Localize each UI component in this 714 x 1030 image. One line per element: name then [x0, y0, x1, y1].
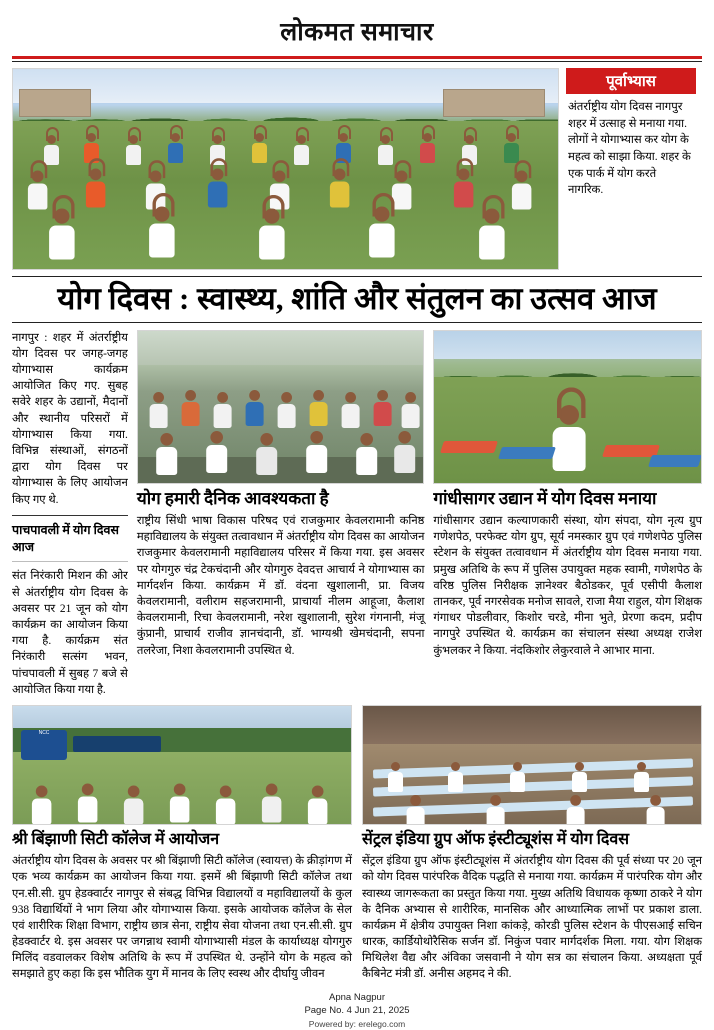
- photo-person: [85, 169, 106, 208]
- photo-person: [27, 171, 48, 210]
- section-tag: पूर्वाभ्यास: [566, 68, 696, 94]
- photo-person: [367, 207, 394, 258]
- photo-person: [47, 209, 74, 260]
- central-india-photo: [362, 705, 702, 825]
- masthead-title: लोकमत समाचार: [280, 19, 434, 46]
- bottom-left-heading: श्री बिंझाणी सिटी कॉलेज में आयोजन: [12, 830, 220, 848]
- footer-publication: Apna Nagpur: [329, 991, 385, 1003]
- masthead: [12, 10, 702, 54]
- gandhisagar-photo: [433, 330, 702, 484]
- footer-page-date: Page No. 4 Jun 21, 2025: [304, 1005, 410, 1017]
- photo-person: [43, 135, 59, 165]
- sub-article-heading: पाचपावली में योग दिवस आज: [12, 522, 119, 554]
- bottom-right-heading: सेंट्रल इंडिया ग्रुप ऑफ इंस्टीट्यूशंस में योग दिवस: [362, 830, 630, 848]
- bottom-column-left: [12, 705, 352, 983]
- group-photo: [137, 330, 425, 484]
- lead-paragraph: नागपुर : शहर में अंतर्राष्ट्रीय योग दिवस पर जगह-जगह योगाभ्यास कार्यक्रम आयोजित किए गए. सुबह सवेरे शहर के उद्यानों, मैदानों और स्थानीय परिसरों में योगाभ्यास किया गया. विभिन्न संस्थाओं, संगठनों द्वारा योग दिवस पर योगाभ्यास के लिए आयोजन किए गए थे.: [12, 331, 128, 506]
- page-footer: [12, 991, 702, 1030]
- photo-person: [503, 133, 519, 163]
- photo-person: [125, 135, 141, 165]
- headline-container: [12, 276, 702, 323]
- center-article-body: राष्ट्रीय सिंधी भाषा विकास परिषद एवं राजकुमार केवलरामानी कनिष्ठ महाविद्यालय के संयुक्त तत्वावधान में अंतर्राष्ट्रीय योग दिवस का आयोजन राजकुमार केवलरामानी महाविद्यालय परिसर में किया गया. इस अवसर पर योगगुरु चंद्र टेकचंदानी और योगगुरु देवदत्त आचार्य ने योगाभ्यास का मार्गदर्शन किया. कार्यक्रम में डॉ. वंदना खुशालानी, प्रा. विजय केवलरामानी, वलीराम सहजरामानी, प्राचार्या नीलम आहूजा, कैलाश केवलरामानी, रिचा केवलरामानी, नरेश खुशालानी, सुरेश गंगनानी, मंजू कुंप्रानी, प्राचार्य राजीव ज्ञानचंदानी, डॉ. भाग्यश्री खेमचंदानी, सपना तलरेजा, निशा केवलरामानी उपस्थित थे.: [136, 515, 425, 657]
- photo-person: [251, 133, 267, 163]
- photo-person: [257, 209, 284, 260]
- column-divider: [12, 515, 128, 516]
- right-article-heading: गांधीसागर उद्यान में योग दिवस मनाया: [433, 488, 657, 508]
- sub-article-body: संत निरंकारी मिशन की ओर से अंतर्राष्ट्रीय योग दिवस के अवसर पर 21 जून को योग कार्यक्रम का आयोजन किया गया है. कार्यक्रम संत निरंकारी सत्संग भवन, पांचपावली में सुबह 7 बजे से आयोजित किया गया है.: [12, 570, 128, 696]
- column-center: [137, 330, 425, 698]
- photo-person: [207, 169, 228, 208]
- photo-person: [419, 133, 435, 163]
- bottom-right-body: सेंट्रल इंडिया ग्रुप ऑफ इंस्टीट्यूशंस में अंतर्राष्ट्रीय योग दिवस की पूर्व संध्या पर 20 जून को योग दिवस पारंपरिक वैदिक पद्धति से मनाया गया. कार्यक्रम में पारंपरिक योग और स्वास्थ्य जागरूकता का प्रस्तुत किया गया. मुख्य अतिथि विधायक कृष्णा ठाकरे ने योग के दैनिक अभ्यास से शारीरिक, मानसिक और आध्यात्मिक लाभों पर प्रकाश डाला. कार्यक्रम में क्षेत्रीय उपायुक्त निशा कांकड़े, कोरडी पुलिस स्टेशन के पीएसआई सचिन धारक, कार्डियोथोरैसिक सर्जन डॉ. निकुंज पवार मार्गदर्शक मिला. गया. योग शिक्षक मिथिलेश वैद्य और अंविका जसवानी ने योग सत्र का संचालन किया. अध्यक्षता पूर्व कैबिनेट मंत्री डॉ. अनीस अहमद ने की.: [362, 855, 702, 981]
- photo-person: [511, 171, 532, 210]
- bottom-columns: [12, 705, 702, 983]
- photo-treeline: [13, 87, 558, 121]
- binzani-college-photo: NCC: [12, 705, 352, 825]
- photo-person: [329, 169, 350, 208]
- column-divider: [12, 561, 128, 562]
- bottom-column-right: [362, 705, 702, 983]
- photo-person: [477, 209, 504, 260]
- center-article-heading: योग हमारी दैनिक आवश्यकता है: [136, 488, 329, 508]
- top-side-column: [566, 68, 696, 270]
- photo-person: [147, 207, 174, 258]
- top-yoga-photo: [12, 68, 559, 270]
- column-left: [12, 330, 128, 698]
- masthead-thin-rule: [12, 61, 702, 62]
- bottom-left-body: अंतर्राष्ट्रीय योग दिवस के अवसर पर श्री बिंझाणी सिटी कॉलेज (स्वायत्त) के क्रीड़ांगण में एक भव्य कार्यक्रम का आयोजन किया गया. इसमें श्री बिंझाणी सिटी कॉलेज तथा एन.सी.सी. ग्रुप हेडक्वार्टर नागपुर से संबद्ध विभिन्न विद्यालयों व महाविद्यालयों के कुल 938 विद्यार्थियों ने भाग लिया और योगाभ्यास किया. इसके आयोजक कॉलेज के सेल एवं शारीरिक शिक्षा विभाग, राष्ट्रीय छात्र सेना, राष्ट्रीय सेवा योजना तथा एन.सी.सी. ग्रुप हेडक्वार्टर थे. इस अवसर पर जगन्नाथ स्वामी योगाभ्यासी मंडल के कार्याध्यक्ष योगगुरु मिलिंद वडवालकर विशेष अतिथि के रूप में उपस्थित थे. उन्होंने योग के महत्व को समझाते हुए कहा कि इस भौतिक युग में मानव के लिए स्वस्थ और दीर्घायु जीवन: [12, 855, 352, 981]
- footer-powered-by: Powered by: erelego.com: [308, 1019, 406, 1030]
- middle-columns: [12, 330, 702, 698]
- photo-person: [293, 135, 309, 165]
- photo-person: [377, 135, 393, 165]
- column-right: [433, 330, 702, 698]
- masthead-red-rule: [12, 56, 702, 59]
- right-article-body: गांधीसागर उद्यान कल्याणकारी संस्था, योग संपदा, योग नृत्य ग्रुप गणेशपेठ, परफेक्ट योग ग्रुप, सूर्य नमस्कार ग्रुप एवं गणेशपेठ पुलिस स्टेशन के संयुक्त तत्वावधान में अंतर्राष्ट्रीय योग दिवस मनाया गया. प्रमुख अतिथि के रूप में पुलिस उपायुक्त महक स्वामी, गणेशपेठ के वरिष्ठ पुलिस निरीक्षक ज्ञानेश्वर बैठोडकर, पूर्व एसीपी कैलाश तानकर, पूर्व नगरसेवक मनोज सावले, राजा मैया राहुल, योग शिक्षक गंगाधर पोडलीवार, किशोर चरडे, मीना भुते, प्रेरणा कदम, प्रदीप नागपुरे उपस्थित थे. कार्यक्रम का संचालन संस्था अध्यक्ष राजेश कुंभलकर ने किया. नंदकिशोर लेकुरवाले ने आभार माना.: [433, 515, 702, 657]
- page-headline: योग दिवस : स्वास्थ्य, शांति और संतुलन का उत्सव आज: [57, 281, 657, 316]
- photo-person: [453, 169, 474, 208]
- top-photo-caption: अंतर्राष्ट्रीय योग दिवस नागपुर शहर में उत्साह से मनाया गया. लोगों ने योगाभ्यास कर योग के महत्व को साझा किया. शहर के एक पार्क में योग करते नागरिक.: [568, 101, 691, 197]
- top-photo-block: [12, 68, 702, 270]
- photo-person: [167, 133, 183, 163]
